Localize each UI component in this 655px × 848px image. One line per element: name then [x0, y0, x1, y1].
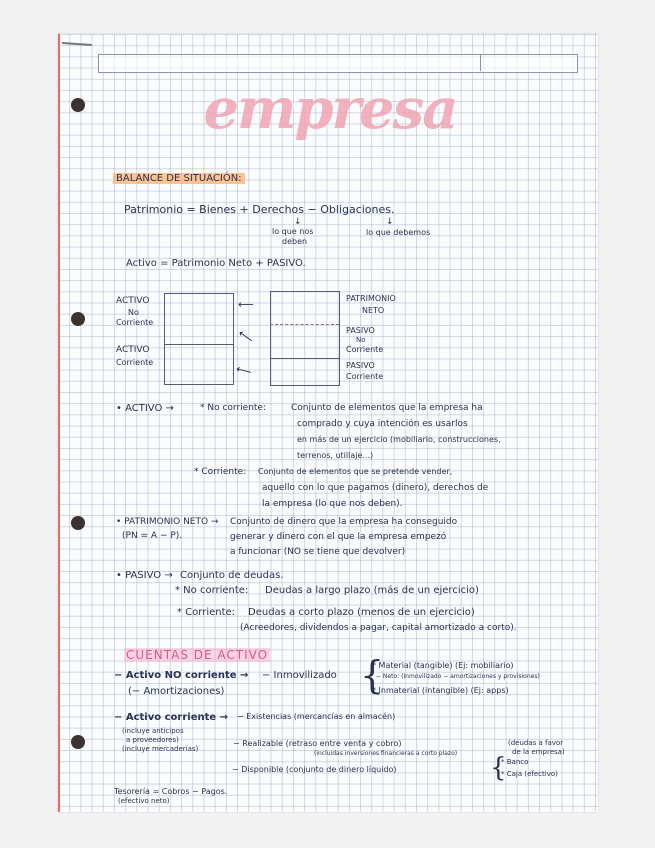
- balance-heading: [113, 173, 245, 184]
- inmaterial: * Inmaterial (intangible) (Ej: apps): [372, 686, 509, 695]
- ac-note-2: a proveedores): [126, 736, 179, 744]
- binder-hole-1: [71, 98, 85, 112]
- note-derechos-1: lo que nos: [272, 227, 314, 236]
- header-divider: [480, 54, 481, 71]
- diag-anc-1: ACTIVO: [116, 296, 150, 306]
- arrow-obligaciones: ↓: [386, 217, 394, 227]
- realizable-side-2: de la empresa): [512, 748, 565, 756]
- pasivo-nc-text: Deudas a largo plazo (más de un ejercicio): [265, 585, 479, 596]
- ac-note-1: (incluye anticipos: [122, 727, 184, 735]
- pasivo-box: [270, 291, 340, 386]
- activo-nc-line-4: terrenos, utillaje...): [297, 451, 374, 460]
- pasivo-c-line-1: Deudas a corto plazo (menos de un ejercicio): [248, 607, 475, 618]
- pasivo-c-label: * Corriente:: [177, 607, 236, 618]
- pn-line-3: a funcionar (NO se tiene que devolver): [230, 547, 406, 557]
- activo-label: • ACTIVO →: [116, 403, 174, 414]
- binder-hole-3: [71, 516, 85, 530]
- brace-disponible: {: [490, 753, 507, 783]
- diag-ac-2: Corriente: [116, 358, 154, 367]
- binder-hole-4: [71, 735, 85, 749]
- activo-nc-label: * No corriente:: [200, 403, 266, 413]
- activo-nc-line-2: comprado y cuya intención es usarlos: [297, 419, 468, 429]
- note-obligaciones: lo que debemos: [366, 228, 431, 237]
- existencias: − Existencias (mercancías en almacén): [237, 712, 396, 721]
- realizable-side-1: (deudas a favor: [508, 739, 564, 747]
- activo-c-line-3: la empresa (lo que nos deben).: [262, 499, 403, 509]
- ac-note-3: (incluye mercaderías): [122, 745, 199, 753]
- balance-heading-text: BALANCE DE SITUACIÓN:: [113, 173, 245, 184]
- arrow-derechos: ↓: [294, 217, 302, 227]
- diagram-arrow-2: ⟵: [235, 326, 257, 347]
- activo-nc-line-1: Conjunto de elementos que la empresa ha: [291, 403, 483, 413]
- page-title: empresa: [203, 76, 457, 142]
- diag-anc-3: Corriente: [116, 318, 154, 327]
- activo-nc-line-3: en más de un ejercicio (mobiliario, construcciones,: [297, 435, 501, 444]
- pn-line-1: Conjunto de dinero que la empresa ha conseguido: [230, 517, 458, 527]
- pasivo-definition: Conjunto de deudas.: [180, 570, 284, 581]
- pasivo-nc-label: * No corriente:: [175, 585, 249, 596]
- diag-pnc-1: PASIVO: [346, 326, 375, 335]
- activo-divider: [164, 344, 233, 345]
- equation-patrimonio: Patrimonio = Bienes + Derechos − Obligaciones.: [124, 203, 395, 216]
- material: * Material (tangible) (Ej: mobiliario): [372, 661, 514, 670]
- ac-label: − Activo corriente →: [114, 712, 229, 723]
- diag-ac-1: ACTIVO: [116, 345, 150, 355]
- margin-line: [58, 34, 60, 812]
- activo-c-label: * Corriente:: [194, 467, 247, 477]
- diag-pn-1: PATRIMONIO: [346, 294, 396, 303]
- diag-pc-2: Corriente: [346, 372, 384, 381]
- diag-pnc-2: No: [356, 336, 366, 344]
- equation-activo: Activo = Patrimonio Neto + PASIVO.: [126, 258, 306, 269]
- realizable: − Realizable (retraso entre venta y cobro): [233, 739, 402, 748]
- diagram-arrow-1: ⟵: [238, 298, 254, 311]
- note-derechos-2: deben: [282, 237, 308, 246]
- disponible: − Disponible (conjunto de dinero líquido): [232, 765, 397, 774]
- pn-line-2: generar y dinero con el que la empresa empezó: [230, 532, 447, 542]
- activo-box: [164, 293, 234, 385]
- diag-pc-1: PASIVO: [346, 361, 375, 370]
- pn-divider: [270, 324, 339, 325]
- realizable-note: (incluidas inversiones financieras a corto plazo): [314, 750, 458, 757]
- diag-anc-2: No: [128, 308, 139, 317]
- cuentas-heading: [124, 644, 270, 663]
- pasivo-label: • PASIVO →: [116, 570, 173, 581]
- diag-pnc-3: Corriente: [346, 345, 384, 354]
- diag-pn-2: NETO: [362, 306, 385, 315]
- material-note: − Neto: (Inmovilizado − amortizaciones y provisiones): [376, 673, 540, 680]
- tesoreria: Tesorería = Cobros − Pagos.: [114, 787, 228, 796]
- inmovilizado: − Inmovilizado: [262, 670, 337, 681]
- brace-inmovilizado: {: [360, 653, 385, 697]
- activo-c-line-2: aquello con lo que pagamos (dinero), derechos de: [262, 483, 489, 493]
- anc-label: − Activo NO corriente →: [114, 670, 249, 681]
- binder-hole-2: [71, 312, 85, 326]
- cuentas-heading-text: CUENTAS DE ACTIVO: [126, 648, 269, 662]
- header-box: [98, 54, 578, 73]
- pn-label: • PATRIMONIO NETO →: [116, 517, 219, 527]
- activo-c-line-1: Conjunto de elementos que se pretende vender,: [258, 467, 453, 476]
- diagram-arrow-3: ⟵: [234, 362, 254, 379]
- disponible-side-1: * Banco: [501, 758, 529, 766]
- pasivo-divider: [270, 358, 339, 359]
- tesoreria-sub: (efectivo neto): [118, 797, 170, 805]
- pn-formula: (PN = A − P).: [122, 531, 183, 541]
- disponible-side-2: * Caja (efectivo): [501, 770, 558, 778]
- anc-sub: (− Amortizaciones): [128, 686, 225, 697]
- pasivo-c-line-2: (Acreedores, dividendos a pagar, capital amortizado a corto).: [240, 623, 517, 633]
